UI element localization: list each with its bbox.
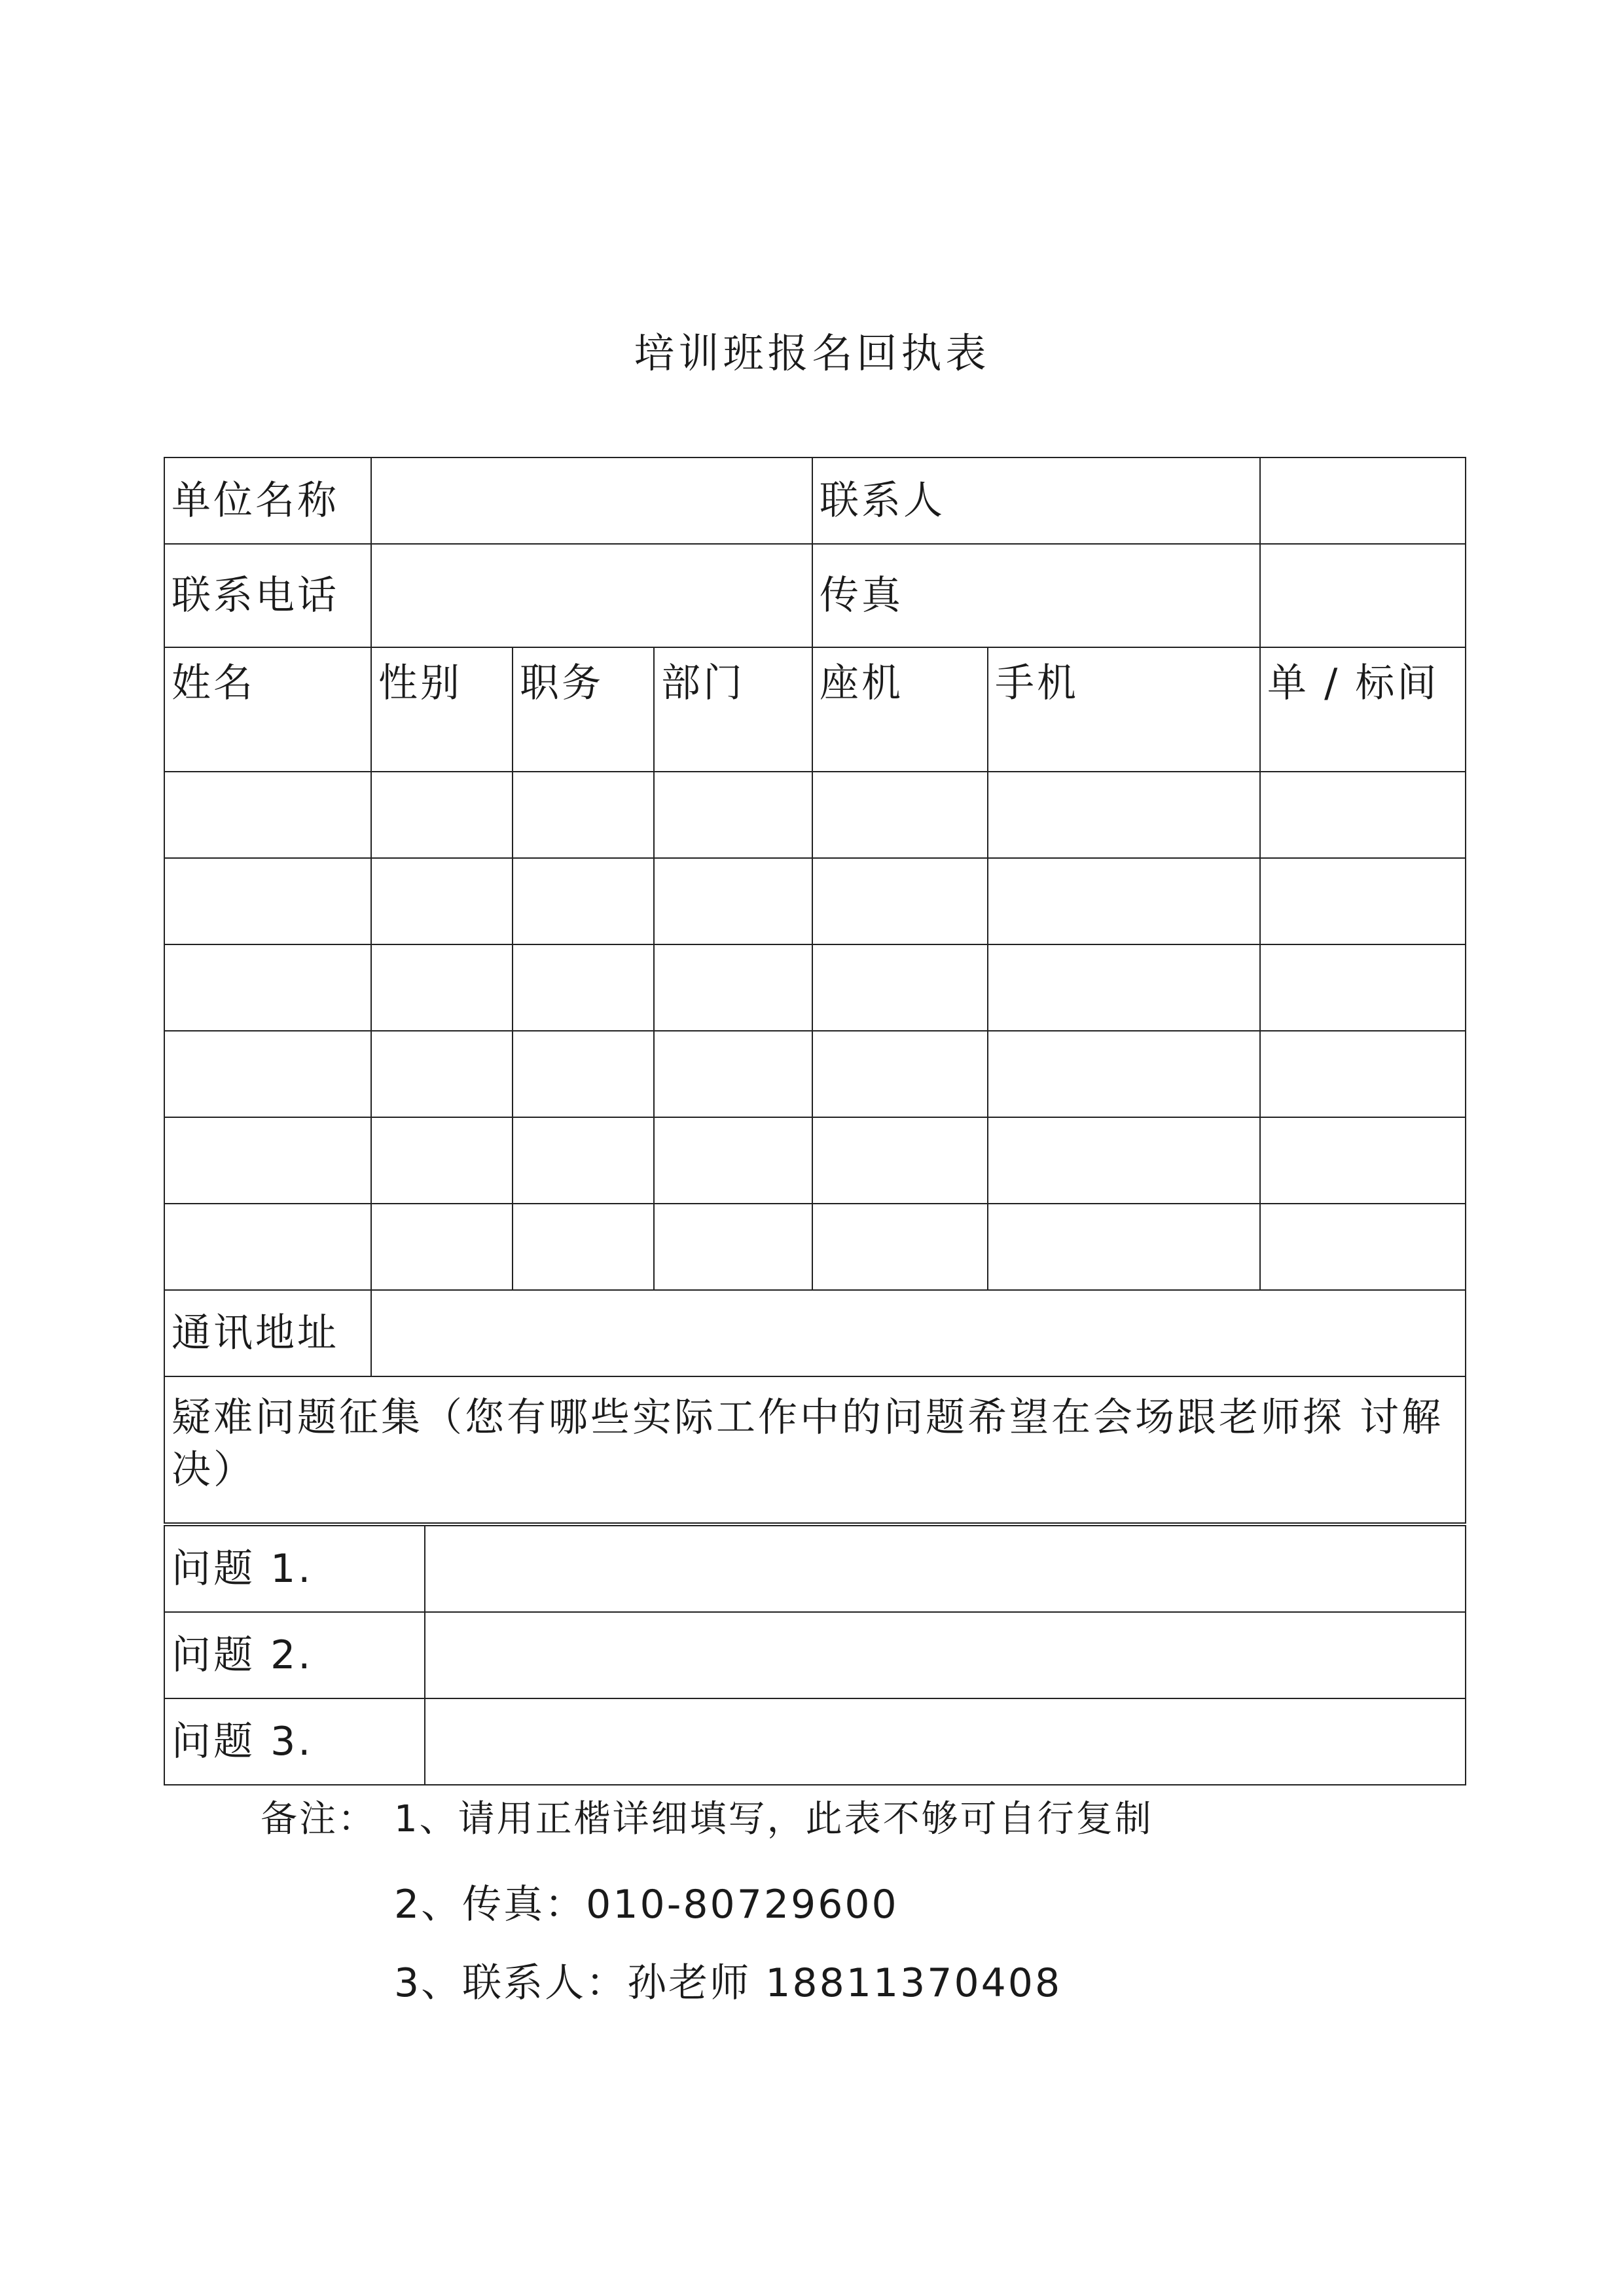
column-header-gender: 性别: [371, 647, 513, 772]
participant-cell[interactable]: [164, 1117, 371, 1204]
participant-cell[interactable]: [164, 1204, 371, 1290]
participant-cell[interactable]: [164, 772, 371, 858]
question-answer-field[interactable]: [425, 1612, 1466, 1698]
participant-cell[interactable]: [812, 1031, 988, 1117]
participant-cell[interactable]: [654, 1117, 812, 1204]
participant-cell[interactable]: [371, 1117, 513, 1204]
participant-cell[interactable]: [812, 858, 988, 944]
column-header-landline: 座机: [812, 647, 988, 772]
participant-cell[interactable]: [371, 772, 513, 858]
unit-name-label: 单位名称: [164, 457, 371, 544]
column-header-department: 部门: [654, 647, 812, 772]
participant-cell[interactable]: [513, 772, 654, 858]
participant-row: [164, 858, 1466, 944]
column-header-position: 职务: [513, 647, 654, 772]
unit-name-field[interactable]: [371, 457, 812, 544]
page-title: 培训班报名回执表: [634, 329, 990, 377]
participant-cell[interactable]: [371, 858, 513, 944]
question-label: 问题 1.: [164, 1526, 425, 1612]
participant-cell[interactable]: [654, 944, 812, 1031]
participant-row: [164, 772, 1466, 858]
participant-row: [164, 1031, 1466, 1117]
participant-row: [164, 1117, 1466, 1204]
participant-cell[interactable]: [164, 1031, 371, 1117]
participant-cell[interactable]: [1260, 1204, 1466, 1290]
address-field[interactable]: [371, 1290, 1466, 1376]
participant-row: [164, 944, 1466, 1031]
phone-field[interactable]: [371, 544, 812, 647]
participant-cell[interactable]: [654, 1031, 812, 1117]
participant-cell[interactable]: [654, 772, 812, 858]
participant-cell[interactable]: [1260, 858, 1466, 944]
participant-cell[interactable]: [988, 1117, 1260, 1204]
participant-cell[interactable]: [812, 772, 988, 858]
participant-cell[interactable]: [988, 944, 1260, 1031]
participant-cell[interactable]: [988, 1031, 1260, 1117]
participant-cell[interactable]: [812, 944, 988, 1031]
participant-cell[interactable]: [513, 944, 654, 1031]
question-label: 问题 2.: [164, 1612, 425, 1698]
participant-cell[interactable]: [513, 1204, 654, 1290]
participant-cell[interactable]: [513, 858, 654, 944]
column-header-mobile: 手机: [988, 647, 1260, 772]
participant-cell[interactable]: [988, 772, 1260, 858]
participant-cell[interactable]: [513, 1031, 654, 1117]
participant-cell[interactable]: [1260, 944, 1466, 1031]
participant-cell[interactable]: [371, 944, 513, 1031]
questions-table: [164, 1525, 1466, 1785]
fax-label: 传真: [812, 544, 1260, 647]
address-label: 通讯地址: [164, 1290, 371, 1376]
participant-cell[interactable]: [812, 1204, 988, 1290]
participant-cell[interactable]: [812, 1117, 988, 1204]
contact-person-label: 联系人: [812, 457, 1260, 544]
registration-form-table: [164, 457, 1466, 1524]
participant-cell[interactable]: [513, 1117, 654, 1204]
participant-cell[interactable]: [1260, 1031, 1466, 1117]
contact-person-field[interactable]: [1260, 457, 1466, 544]
question-label: 问题 3.: [164, 1698, 425, 1785]
question-answer-field[interactable]: [425, 1698, 1466, 1785]
participant-cell[interactable]: [988, 1204, 1260, 1290]
participant-cell[interactable]: [654, 858, 812, 944]
participant-cell[interactable]: [654, 1204, 812, 1290]
participant-cell[interactable]: [1260, 772, 1466, 858]
participant-cell[interactable]: [988, 858, 1260, 944]
note-item: 1、请用正楷详细填写，此表不够可自行复制: [394, 1798, 1153, 1840]
participant-cell[interactable]: [371, 1031, 513, 1117]
notes-prefix: 备注：: [261, 1798, 376, 1840]
question-answer-field[interactable]: [425, 1526, 1466, 1612]
participant-cell[interactable]: [164, 858, 371, 944]
fax-field[interactable]: [1260, 544, 1466, 647]
note-item: 2、传真：010-80729600: [394, 1882, 899, 1928]
participant-cell[interactable]: [1260, 1117, 1466, 1204]
participant-row: [164, 1204, 1466, 1290]
phone-label: 联系电话: [164, 544, 371, 647]
participant-cell[interactable]: [371, 1204, 513, 1290]
column-header-room-type: 单 / 标间: [1260, 647, 1466, 772]
note-item: 3、联系人：孙老师 18811370408: [394, 1960, 1062, 2006]
questions-intro: 疑难问题征集（您有哪些实际工作中的问题希望在会场跟老师探 讨解决）: [164, 1376, 1466, 1523]
column-header-name: 姓名: [164, 647, 371, 772]
participant-cell[interactable]: [164, 944, 371, 1031]
